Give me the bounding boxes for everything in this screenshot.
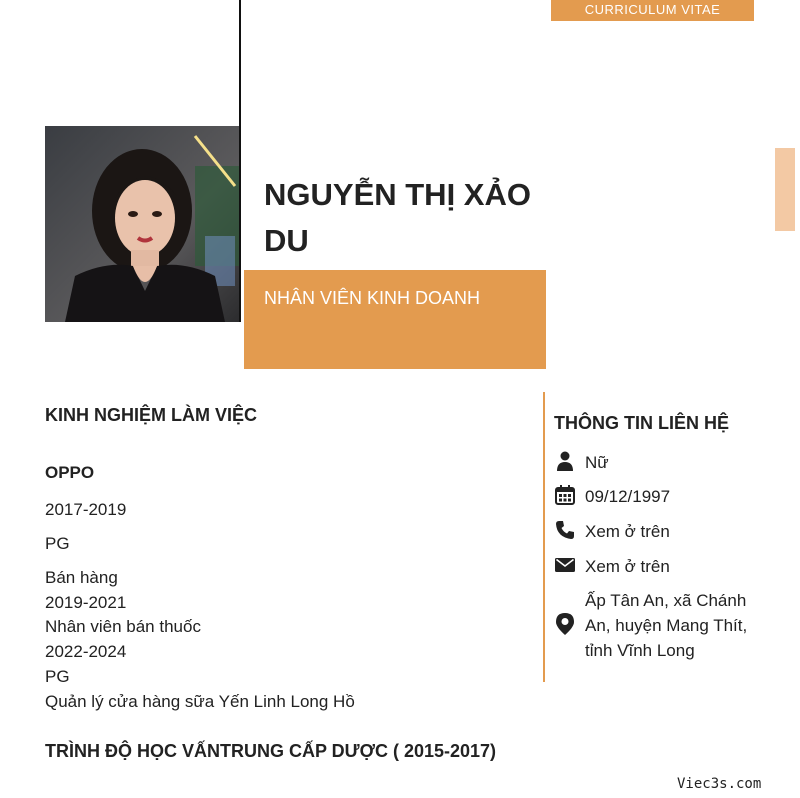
contact-value: Xem ở trên	[585, 557, 670, 576]
job-title: NHÂN VIÊN KINH DOANH	[264, 288, 481, 308]
experience-line: PG	[45, 666, 70, 686]
contact-value: Ấp Tân An, xã Chánh An, huyện Mang Thít, tỉnh Vĩnh Long	[585, 591, 748, 660]
contact-birthday	[554, 484, 754, 509]
location-pin-icon	[554, 613, 576, 635]
mail-icon	[554, 554, 576, 576]
contact-value: Nữ	[585, 453, 609, 472]
footer-watermark: Viec3s.com	[677, 776, 762, 792]
experience-line: Nhân viên bán thuốc	[45, 617, 201, 637]
experience-line: 2022-2024	[45, 642, 127, 662]
experience-heading: KINH NGHIỆM LÀM VIỆC	[45, 405, 258, 425]
contact-divider	[543, 392, 545, 682]
contact-email	[554, 554, 754, 579]
experience-line: 2019-2021	[45, 592, 127, 612]
curriculum-vitae-badge: CURRICULUM VITAE	[551, 0, 754, 21]
calendar-icon	[554, 484, 576, 506]
experience-period: 2017-2019	[45, 500, 127, 519]
education-heading: TRÌNH ĐỘ HỌC VẤNTRUNG CẤP DƯỢC ( 2015-2017)	[45, 741, 497, 761]
contact-value: Xem ở trên	[585, 522, 670, 541]
job-title-box	[244, 270, 546, 369]
contact-phone	[554, 519, 754, 544]
experience-line: Quản lý cửa hàng sữa Yến Linh Long Hồ	[45, 691, 355, 711]
candidate-name: NGUYỄN THỊ XẢO DU	[264, 177, 531, 258]
experience-line: Bán hàng	[45, 568, 118, 587]
side-accent-tab	[775, 148, 795, 231]
contact-address	[554, 588, 754, 663]
experience-role: PG	[45, 534, 70, 553]
contact-value: 09/12/1997	[585, 487, 671, 506]
experience-company: OPPO	[45, 463, 95, 482]
contact-gender	[554, 450, 754, 475]
person-icon	[554, 450, 576, 472]
vertical-divider	[239, 0, 241, 322]
experience-details	[45, 566, 355, 714]
phone-icon	[554, 519, 576, 541]
contact-heading: THÔNG TIN LIÊN HỆ	[554, 413, 729, 433]
profile-photo	[45, 126, 239, 322]
